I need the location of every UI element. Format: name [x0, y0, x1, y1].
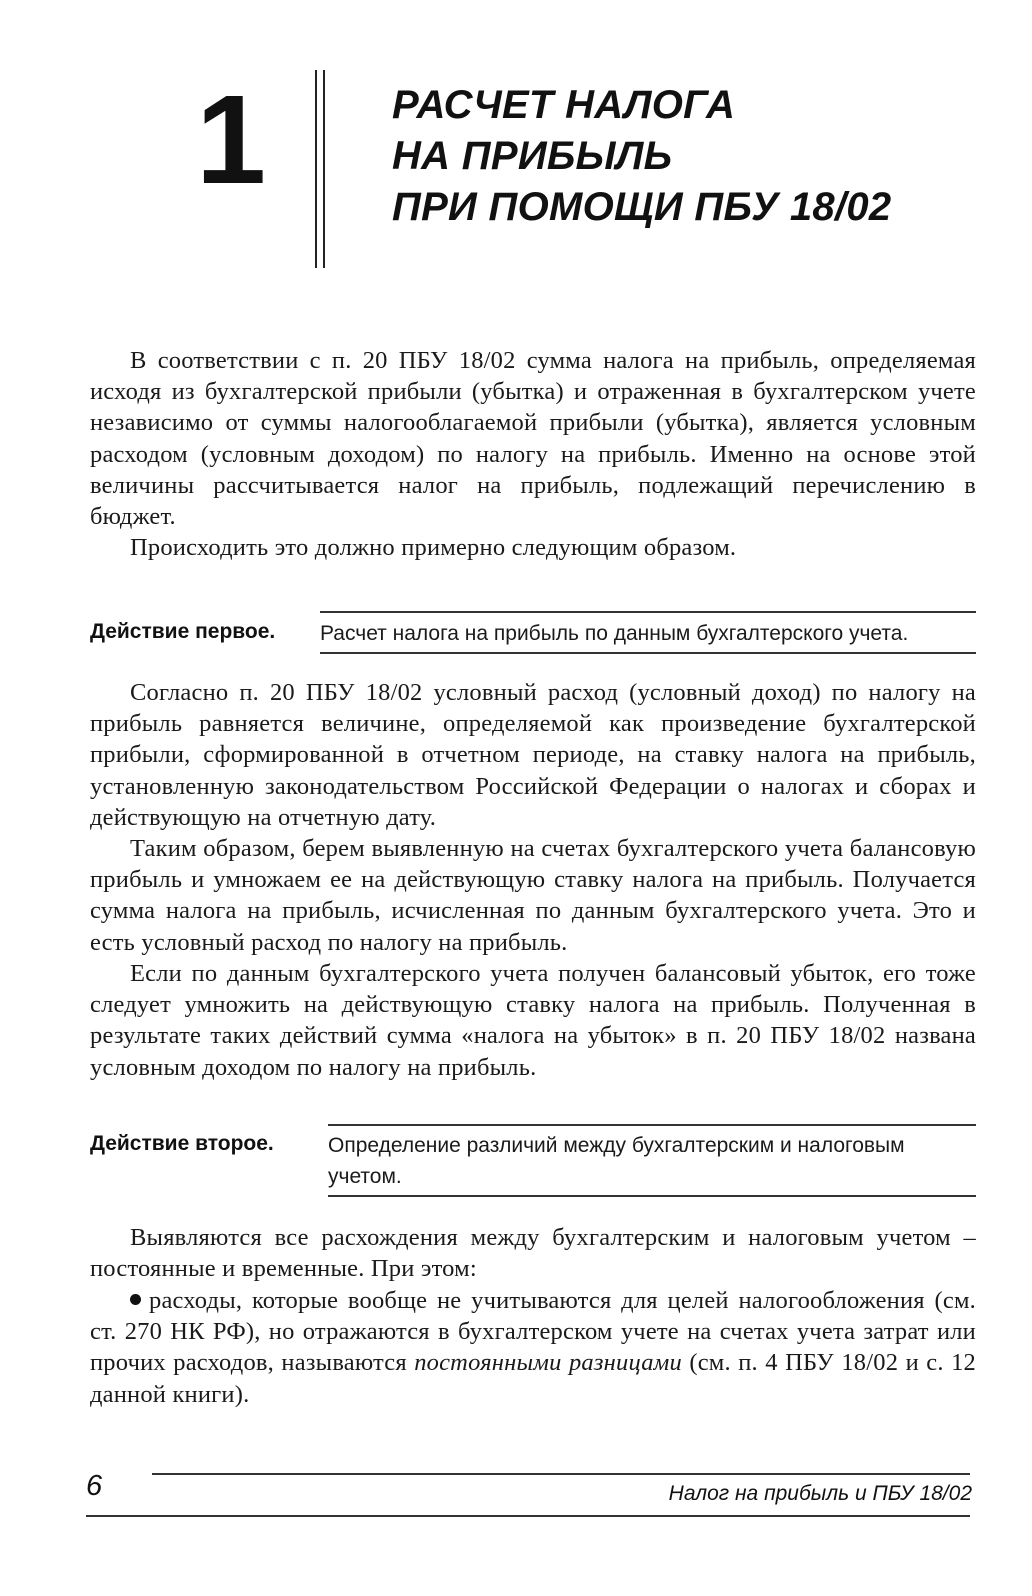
- chapter-title: [392, 80, 992, 233]
- term-italic: постоянными разницами: [414, 1349, 682, 1377]
- action-rule-top: [320, 611, 976, 613]
- intro-paragraph: В соответствии с п. 20 ПБУ 18/02 сумма налога на прибыль, определяемая исходя из бухгалтерской прибыли (убытка) и отраженная в бухгалтерском учете независимо от суммы налогооблагаемой прибыли (убытка), является условным расходом (условным доходом) по налогу на прибыль. Именно на основе этой величины рассчитывается налог на прибыль, подлежащий перечислению в бюджет.: [90, 347, 976, 531]
- bullet-text-tail: (см. п. 4 ПБУ 18/02 и с. 12 данной книги).: [90, 1349, 976, 1408]
- action-2-label: Действие второе.: [90, 1132, 274, 1155]
- chapter-title-line: ПРИ ПОМОЩИ ПБУ 18/02: [392, 185, 892, 229]
- action-2-text: Определение различий между бухгалтерским и налоговым учетом.: [328, 1134, 905, 1188]
- action-1-text: Расчет налога на прибыль по данным бухгалтерского учета.: [320, 622, 909, 645]
- body-paragraph: Согласно п. 20 ПБУ 18/02 условный расход (условный доход) по налогу на прибыль равняется величине, определяемой как произведение бухгалтерской прибыли, сформированной в отчетном периоде, на ставку налога на прибыль, установленную законодательством Российской Федерации о налогах и сборах и действующую на отчетную дату.: [90, 679, 976, 831]
- action-rule-bottom: [328, 1195, 976, 1197]
- bullet-dot-icon: [130, 1294, 141, 1305]
- chapter-divider-line: [315, 70, 317, 268]
- chapter-title-line: РАСЧЕТ НАЛОГА: [392, 83, 736, 127]
- footer-rule-bottom: [86, 1515, 970, 1517]
- body-paragraph: Таким образом, берем выявленную на счетах бухгалтерского учета балансовую прибыль и умножаем ее на действующую ставку налога на прибыль. Получается сумма налога на прибыль, исчисленная по данным бухгалтерского учета. Это и есть условный расход по налогу на прибыль.: [90, 835, 976, 956]
- bullet-list-item: [90, 1285, 976, 1410]
- action-rule-top: [328, 1124, 976, 1126]
- intro-paragraph: Происходить это должно примерно следующим образом.: [130, 534, 737, 561]
- body-paragraph: Если по данным бухгалтерского учета получен балансовый убыток, его тоже следует умножить на действующую ставку налога на прибыль. Полученная в результате таких действий сумма «налога на убыток» в п. 20 ПБУ 18/02 названа условным доходом по налогу на прибыль.: [90, 960, 976, 1081]
- running-title: Налог на прибыль и ПБУ 18/02: [668, 1482, 972, 1505]
- bullet-text: расходы, которые вообще не учитываются для целей налогообложения (см. ст. 270 НК РФ), но отражаются в бухгалтерском учете на счетах учета затрат или прочих расходов, называются: [90, 1287, 976, 1377]
- footer-rule-top: [152, 1473, 970, 1475]
- chapter-number: 1: [196, 69, 267, 210]
- action-1-label: Действие первое.: [90, 620, 276, 643]
- action-rule-bottom: [320, 652, 976, 654]
- chapter-title-line: НА ПРИБЫЛЬ: [392, 134, 673, 178]
- chapter-divider-line: [323, 70, 325, 268]
- body-paragraph: Выявляются все расхождения между бухгалтерским и налоговым учетом – постоянные и временные. При этом:: [90, 1224, 976, 1283]
- page-number: 6: [86, 1470, 103, 1502]
